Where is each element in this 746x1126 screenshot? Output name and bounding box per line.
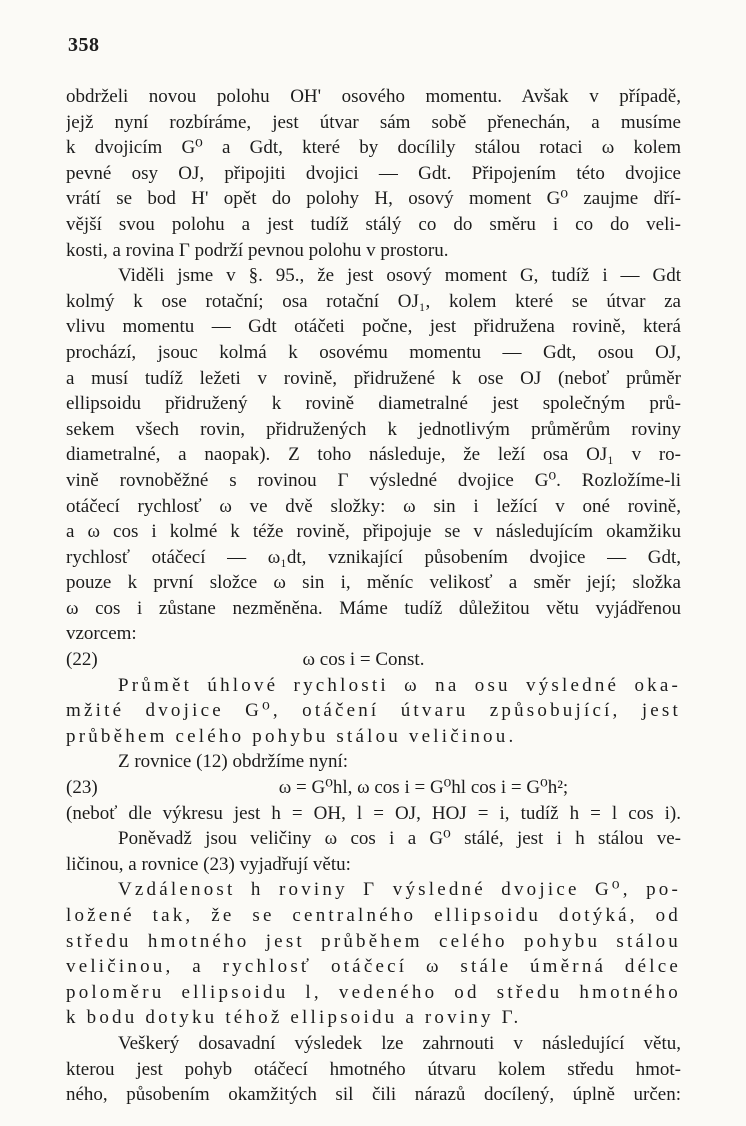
text-line: sekem všech rovin, přidružených k jednotlivým průměrům roviny [66,418,681,440]
text-line: kterou jest pohyb otáčecí hmotného útvaru kolem středu hmot- [66,1058,681,1080]
equation-formula: ω cos i = Const. [302,649,425,671]
text-line: rychlosť otáčecí — ω₁dt, vznikající působením dvojice — Gdt, [66,546,681,568]
text-line: pevné osy OJ, připojiti dvojici — Gdt. Připojením této dvojice [66,162,681,184]
equation-formula: ω = G⁰hl, ω cos i = G⁰hl cos i = G⁰h²; [278,777,569,799]
text-line: Průmět úhlové rychlosti ω na osu výsledné oka- [118,674,681,696]
text-line: poloměru ellipsoidu l, vedeného od středu hmotného [66,981,681,1003]
text-line: Vzdálenost h roviny Γ výsledné dvojice G⁰, po- [118,879,681,901]
text-line: k bodu dotyku téhož ellipsoidu a roviny Γ. [66,1007,522,1029]
text-line: pouze k první složce ω sin i, měníc velikosť a směr její; složka [66,572,681,594]
text-line: (neboť dle výkresu jest h = OH, l = OJ, HOJ = i, tudíž h = l cos i). [66,802,681,824]
text-line: vější svou polohu a jest tudíž stálý co do směru i co do veli- [66,213,681,235]
text-line: vrátí se bod H' opět do polohy H, osový moment G⁰ zaujme dří- [66,188,681,210]
text-line: ellipsoidu přidružený k rovině diametralné jest společným prů- [66,393,681,415]
text-line: a musí tudíž ležeti v rovině, přidružené k ose OJ (neboť průměr [66,367,681,389]
page-number: 358 [68,34,100,56]
text-line: ω cos i zůstane nezměněna. Máme tudíž důležitou větu vyjádřenou [66,597,681,619]
text-line: ného, působením okamžitých sil čili nárazů docílený, úplně určen: [66,1084,681,1106]
equation-number: (22) [66,649,98,671]
text-line: Poněvadž jsou veličiny ω cos i a G⁰ stálé, jest i h stálou ve- [118,828,681,850]
text-line: vlivu momentu — Gdt otáčeti počne, jest přidružena rovině, která [66,316,681,338]
text-line: k dvojicím G⁰ a Gdt, které by docílily stálou rotaci ω kolem [66,137,681,159]
paragraph-block-3 [66,801,681,1108]
text-line: jejž nyní rozbíráme, jest útvar sám sobě přenechán, a musíme [66,111,681,133]
text-line: kosti, a rovina Γ podrží pevnou polohu v prostoru. [66,239,449,261]
text-line: Veškerý dosavadní výsledek lze zahrnouti v následující větu, [118,1032,681,1054]
text-line: vzorcem: [66,623,137,645]
equation-22 [66,647,681,673]
text-line: ložené tak, že se centralného ellipsoidu dotýká, od [66,905,681,926]
text-line: prochází, jsouc kolmá k osovému momentu — Gdt, osou OJ, [66,341,681,363]
text-line: diametralné, a naopak). Z toho následuje, že leží osa OJ₁ v ro- [66,444,681,466]
paragraph-block-2 [66,673,681,775]
paragraph-block-1 [66,84,681,647]
equation-23 [66,775,681,801]
text-line: obdrželi novou polohu OH' osového momentu. Avšak v případě, [66,86,681,107]
equation-number: (23) [66,777,98,799]
text-line: Z rovnice (12) obdržíme nyní: [118,751,349,773]
text-line: průběhem celého pohybu stálou veličinou. [66,725,517,747]
text-line: ličinou, a rovnice (23) vyjadřují větu: [66,853,351,875]
text-line: a ω cos i kolmé k téže rovině, připojuje se v následujícím okamžiku [66,521,681,543]
text-line: veličinou, a rychlosť otáčecí ω stále úměrná délce [66,956,681,978]
text-line: Viděli jsme v §. 95., že jest osový moment G, tudíž i — Gdt [118,265,681,287]
text-line: středu hmotného jest průběhem celého pohybu stálou [66,930,681,952]
text-line: kolmý k ose rotační; osa rotační OJ₁, kolem které se útvar za [66,290,681,312]
text-line: otáčecí rychlosť ω ve dvě složky: ω sin i ležící v oné rovině, [66,495,681,517]
text-line: vině rovnoběžné s rovinou Γ výsledné dvojice G⁰. Rozložíme-li [66,469,681,491]
text-line: mžité dvojice G⁰, otáčení útvaru způsobující, jest [66,700,681,722]
page-text [66,84,681,1108]
